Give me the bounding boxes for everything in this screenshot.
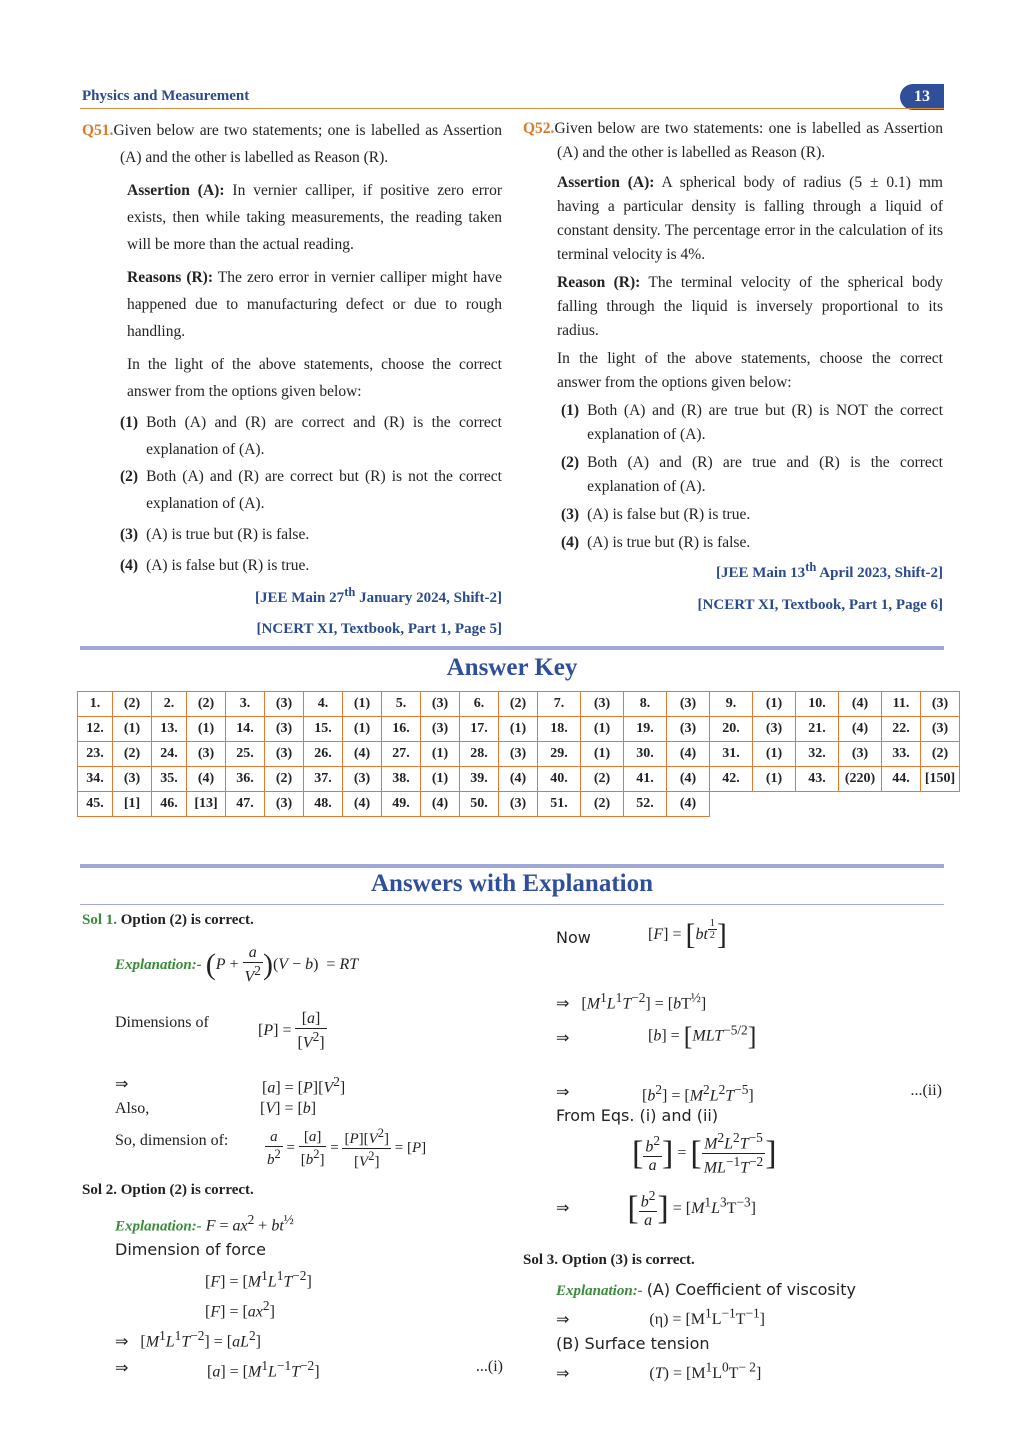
explanations-title: Answers with Explanation xyxy=(371,870,653,897)
question-number-cell: 30. xyxy=(624,742,667,767)
answer-cell: (3) xyxy=(421,692,460,717)
option-1: (1) Both (A) and (R) are correct and (R) is the correct explanation of (A). xyxy=(120,414,502,458)
question-number-cell: 37. xyxy=(304,767,343,792)
question-number-cell: 46. xyxy=(152,792,187,817)
solution-1-heading: Sol 1. Option (2) is correct. xyxy=(82,912,254,928)
question-number-cell: 32. xyxy=(796,742,839,767)
question-number-cell: 1. xyxy=(78,692,113,717)
question-number-cell: 4. xyxy=(304,692,343,717)
answer-cell: (3) xyxy=(753,717,796,742)
question-number-cell: 2. xyxy=(152,692,187,717)
question-number-cell: 43. xyxy=(796,767,839,792)
force-dim-1: $[F] = [M^1L^1T^{-2}]$ xyxy=(205,1268,312,1291)
question-number-cell: 19. xyxy=(624,717,667,742)
header-rule xyxy=(80,108,944,109)
answer-cell: (1) xyxy=(421,767,460,792)
dim-v-line: Also, [V] = [b] xyxy=(115,1100,317,1117)
answer-cell: (1) xyxy=(421,742,460,767)
answer-cell: (2) xyxy=(581,792,624,817)
question-number-cell: 41. xyxy=(624,767,667,792)
solution-1-equation: Explanation:- (P + $\frac{a}{V^2}$ )(V − b) = RT xyxy=(115,944,359,986)
answer-cell: [150] xyxy=(921,767,960,792)
answer-cell: (1) xyxy=(581,717,624,742)
question-number-cell: 49. xyxy=(382,792,421,817)
answer-cell: (1) xyxy=(581,742,624,767)
option-3: (3) (A) is true but (R) is false. xyxy=(120,526,310,543)
assertion-label: Assertion (A): xyxy=(557,174,655,191)
solution-3-heading: Sol 3. Option (3) is correct. xyxy=(523,1252,695,1268)
answer-cell: (3) xyxy=(667,692,710,717)
question-51 xyxy=(82,117,502,643)
question-intro: Given below are two statements; one is labelled as Assertion (A) and the other is labelled as Reason (R). xyxy=(113,122,502,166)
answer-cell: (3) xyxy=(265,792,304,817)
answer-cell: (1) xyxy=(753,767,796,792)
answer-cell: (1) xyxy=(343,692,382,717)
answer-cell: [13] xyxy=(187,792,226,817)
question-number-cell: 34. xyxy=(78,767,113,792)
question-number-cell: 36. xyxy=(226,767,265,792)
answer-cell: (3) xyxy=(421,717,460,742)
question-number-cell: 11. xyxy=(882,692,921,717)
question-number-cell: 29. xyxy=(538,742,581,767)
question-number-cell: 35. xyxy=(152,767,187,792)
answer-cell: (2) xyxy=(921,742,960,767)
question-number-cell: 7. xyxy=(538,692,581,717)
assertion-text: In vernier calliper, if positive zero error exists, then while taking measurements, the reading taken will be more than the actual reading. xyxy=(127,182,502,253)
equation-tag-i: ...(i) xyxy=(475,1358,503,1375)
question-number-cell: 18. xyxy=(538,717,581,742)
ratio-eq-1: [ $\frac{b^2}{a}$ ] = [ $\frac{M^2L^2T^{-5}}{ML^{-1}T^{-2}}$ ] xyxy=(632,1130,777,1177)
force-dim-4: ⇒ $[a] = [M^1L^{-1}T^{-2}]$ ...(i) xyxy=(115,1358,503,1381)
question-number-cell: 51. xyxy=(538,792,581,817)
answer-cell: (1) xyxy=(499,717,538,742)
question-number-cell: 25. xyxy=(226,742,265,767)
question-number-cell: 27. xyxy=(382,742,421,767)
viscosity-dim: ⇒ $(\eta) = [M^1L^{-1}T^{-1}]$ xyxy=(556,1306,765,1329)
question-52 xyxy=(523,117,943,617)
answer-cell: (2) xyxy=(187,692,226,717)
solution-3-part-a: Explanation:- (A) Coefficient of viscosity xyxy=(556,1280,856,1299)
answer-cell: (4) xyxy=(187,767,226,792)
option-4: (4) (A) is true but (R) is false. xyxy=(561,534,751,551)
answer-key-row xyxy=(78,717,960,742)
source-ncert: [NCERT XI, Textbook, Part 1, Page 5] xyxy=(256,621,502,637)
answer-cell: (1) xyxy=(753,692,796,717)
question-number-cell: 15. xyxy=(304,717,343,742)
answer-key-table xyxy=(77,691,960,817)
answer-cell: (2) xyxy=(499,692,538,717)
answer-cell: (4) xyxy=(667,742,710,767)
question-number: Q51. xyxy=(82,122,114,139)
answer-cell: (3) xyxy=(343,767,382,792)
force-dim-3: ⇒ $[M^1L^1T^{-2}] = [aL^2]$ xyxy=(115,1328,261,1351)
question-number-cell: 8. xyxy=(624,692,667,717)
question-prompt: In the light of the above statements, choose the correct answer from the options given below: xyxy=(557,350,943,391)
question-number-cell: 10. xyxy=(796,692,839,717)
page-number: 13 xyxy=(900,84,944,110)
answer-cell: (3) xyxy=(499,742,538,767)
source-exam: [JEE Main 13th April 2023, Shift-2] xyxy=(716,560,943,581)
answer-cell: (3) xyxy=(581,692,624,717)
source-ncert: [NCERT XI, Textbook, Part 1, Page 6] xyxy=(697,597,943,613)
question-number-cell: 23. xyxy=(78,742,113,767)
answer-cell: (1) xyxy=(343,717,382,742)
answer-key-row xyxy=(78,792,960,817)
answer-cell: (2) xyxy=(265,767,304,792)
question-number-cell: 26. xyxy=(304,742,343,767)
question-number-cell: 42. xyxy=(710,767,753,792)
answer-cell: (3) xyxy=(667,717,710,742)
question-number-cell: 5. xyxy=(382,692,421,717)
answer-cell: (2) xyxy=(581,767,624,792)
answer-cell: (220) xyxy=(839,767,882,792)
option-1: (1) Both (A) and (R) are true but (R) is NOT the correct explanation of (A). xyxy=(561,402,943,443)
dimension-of-force: Dimension of force xyxy=(115,1240,266,1259)
answer-cell: (2) xyxy=(113,692,152,717)
section-rule xyxy=(80,864,944,868)
now-label: Now xyxy=(556,928,591,947)
question-number-cell: 6. xyxy=(460,692,499,717)
answer-cell: (3) xyxy=(499,792,538,817)
question-number-cell: 45. xyxy=(78,792,113,817)
answer-cell: (2) xyxy=(113,742,152,767)
question-number-cell: 9. xyxy=(710,692,753,717)
question-number-cell: 47. xyxy=(226,792,265,817)
running-header: Physics and Measurement xyxy=(82,88,250,104)
answer-key-row xyxy=(78,767,960,792)
option-2: (2) Both (A) and (R) are true and (R) is the correct explanation of (A). xyxy=(561,454,943,495)
assertion-text: A spherical body of radius (5 ± 0.1) mm having a particular density is falling through a liquid of constant density. The percentage error in the calculation of its terminal velocity is 4%. xyxy=(557,174,943,263)
answer-cell: (4) xyxy=(421,792,460,817)
answer-cell: (1) xyxy=(113,717,152,742)
answer-cell: (3) xyxy=(113,767,152,792)
bt-dim-eq: ⇒ $[M^1L^1T^{-2}] = [bT^{\frac{1}{2}}]$ xyxy=(556,990,707,1013)
section-rule-thin xyxy=(80,904,944,905)
answer-cell: (3) xyxy=(265,692,304,717)
question-number-cell: 16. xyxy=(382,717,421,742)
answer-cell: (3) xyxy=(265,742,304,767)
section-rule xyxy=(80,646,944,650)
question-number-cell: 44. xyxy=(882,767,921,792)
question-number-cell: 38. xyxy=(382,767,421,792)
option-3: (3) (A) is false but (R) is true. xyxy=(561,506,751,523)
question-number-cell: 13. xyxy=(152,717,187,742)
question-number-cell: 24. xyxy=(152,742,187,767)
dim-ratio-line: So, dimension of: $\frac{a}{b^2}$ = $\frac{[a]}{[b^2]}$ = $\frac{[P][V^2]}{[V^2]}$ = [P] xyxy=(115,1126,427,1170)
answer-cell: (3) xyxy=(187,742,226,767)
reason-label: Reason (R): xyxy=(557,274,641,291)
equation-tag-ii: ...(ii) xyxy=(910,1082,942,1099)
answer-cell: (3) xyxy=(921,717,960,742)
question-number-cell: 14. xyxy=(226,717,265,742)
option-4: (4) (A) is false but (R) is true. xyxy=(120,557,310,574)
question-number-cell: 40. xyxy=(538,767,581,792)
question-number: Q52. xyxy=(523,120,555,137)
question-number-cell: 33. xyxy=(882,742,921,767)
assertion-label: Assertion (A): xyxy=(127,182,225,199)
question-prompt: In the light of the above statements, choose the correct answer from the options given below: xyxy=(127,356,502,400)
question-number-cell: 22. xyxy=(882,717,921,742)
answer-cell: (4) xyxy=(839,692,882,717)
reason-text: The terminal velocity of the spherical body falling through the liquid is inversely proportional to its radius. xyxy=(557,274,944,339)
question-number-cell: 21. xyxy=(796,717,839,742)
source-exam: [JEE Main 27th January 2024, Shift-2] xyxy=(255,585,502,606)
answer-cell: (1) xyxy=(753,742,796,767)
ratio-eq-2: ⇒ [ $\frac{b^2}{a}$ ] = $[M^1L^3T^{-3}]$ xyxy=(556,1188,756,1230)
answer-key-row xyxy=(78,692,960,717)
answer-cell: (4) xyxy=(343,742,382,767)
question-number-cell: 20. xyxy=(710,717,753,742)
b-dim-eq: ⇒ $[b] = [MLT^{-5/2}]$ xyxy=(556,1022,757,1051)
option-2: (2) Both (A) and (R) are correct but (R) is not the correct explanation of (A). xyxy=(120,468,502,512)
answer-cell: (4) xyxy=(839,717,882,742)
question-number-cell: 50. xyxy=(460,792,499,817)
question-number-cell: 31. xyxy=(710,742,753,767)
question-number-cell: 12. xyxy=(78,717,113,742)
question-number-cell: 48. xyxy=(304,792,343,817)
answer-cell: (3) xyxy=(265,717,304,742)
force-dim-2: $[F] = [ax^2]$ xyxy=(205,1298,275,1321)
question-number-cell: 28. xyxy=(460,742,499,767)
dim-a-line: ⇒ $[a] = [P][V^2]$ xyxy=(115,1074,346,1097)
question-intro: Given below are two statements: one is labelled as Assertion (A) and the other is labelled as Reason (R). xyxy=(554,120,943,161)
question-number-cell: 3. xyxy=(226,692,265,717)
answer-cell: (4) xyxy=(667,767,710,792)
reason-label: Reasons (R): xyxy=(127,269,214,286)
solution-2-equation: Explanation:- $F = ax^2 + bt^{\frac{1}{2}}$ xyxy=(115,1212,294,1235)
b2-dim-eq: ⇒ $[b^2] = [M^2L^2T^{-5}]$ ...(ii) xyxy=(556,1082,942,1105)
answer-key-title: Answer Key xyxy=(446,654,578,681)
surface-tension-dim: ⇒ $(T) = [M^1L^0T^{- 2}]$ xyxy=(556,1360,762,1383)
answer-cell: (3) xyxy=(839,742,882,767)
answer-key-row xyxy=(78,742,960,767)
solution-3-part-b: (B) Surface tension xyxy=(556,1334,710,1353)
question-number-cell: 39. xyxy=(460,767,499,792)
question-number-cell: 52. xyxy=(624,792,667,817)
f-bt-eq: [F] = [bt $^{\frac{1}{2}}$ ] xyxy=(648,918,727,952)
answer-cell: (4) xyxy=(343,792,382,817)
answer-cell: (3) xyxy=(921,692,960,717)
solution-2-heading: Sol 2. Option (2) is correct. xyxy=(82,1182,254,1198)
answer-cell: [1] xyxy=(113,792,152,817)
dimensions-of-p: Dimensions of [P] = $\frac{[a]}{[V^2]}$ xyxy=(115,1010,325,1052)
answer-cell: (1) xyxy=(187,717,226,742)
question-number-cell: 17. xyxy=(460,717,499,742)
from-eqs: From Eqs. (i) and (ii) xyxy=(556,1106,719,1125)
answer-cell: (4) xyxy=(667,792,710,817)
answer-cell: (4) xyxy=(499,767,538,792)
reason-text: The zero error in vernier calliper might have happened due to manufacturing defect or due to rough handling. xyxy=(127,269,503,340)
